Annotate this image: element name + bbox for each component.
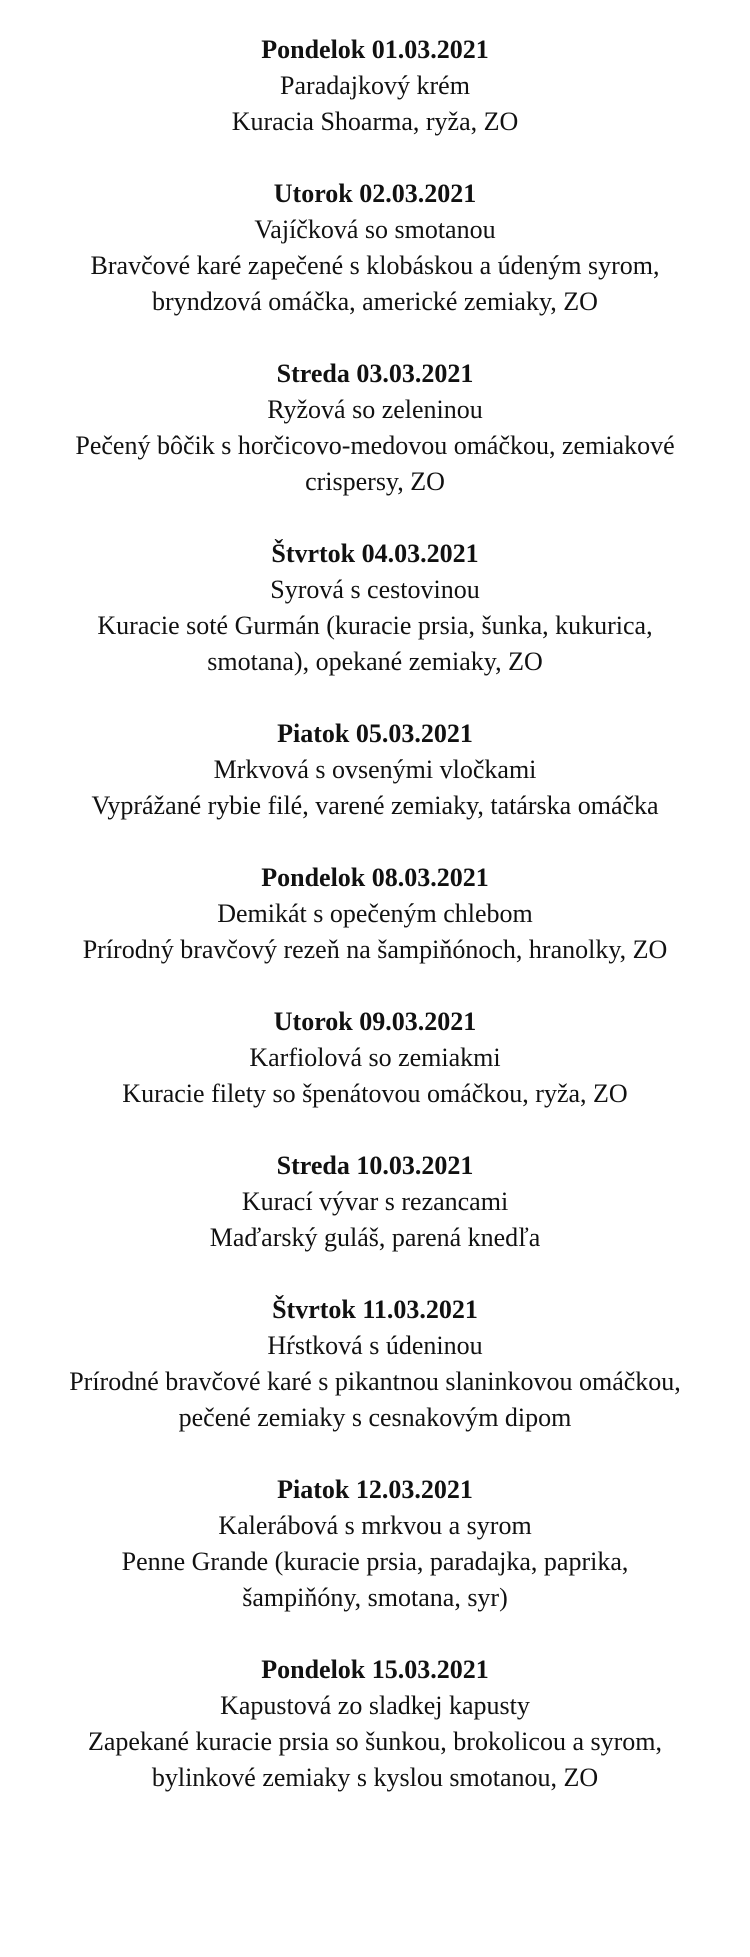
soup-line: Paradajkový krém bbox=[280, 71, 470, 100]
menu-day bbox=[0, 536, 750, 680]
day-heading: Štvrtok 11.03.2021 bbox=[272, 1295, 478, 1324]
main-dish-line: bryndzová omáčka, americké zemiaky, ZO bbox=[152, 287, 598, 316]
menu-day bbox=[0, 1292, 750, 1436]
main-dish-line: Bravčové karé zapečené s klobáskou a údeným syrom, bbox=[90, 251, 660, 280]
main-dish-line: Penne Grande (kuracie prsia, paradajka, paprika, bbox=[121, 1547, 629, 1576]
soup-line: Kurací vývar s rezancami bbox=[241, 1187, 509, 1216]
main-dish-line: Pečený bôčik s horčicovo-medovou omáčkou, zemiakové bbox=[75, 431, 675, 460]
menu-day bbox=[0, 716, 750, 824]
day-heading: Piatok 12.03.2021 bbox=[277, 1475, 473, 1504]
menu-day bbox=[0, 176, 750, 320]
main-dish-line: Maďarský guláš, parená knedľa bbox=[209, 1223, 541, 1252]
main-dish-line: Kuracie filety so špenátovou omáčkou, ryža, ZO bbox=[122, 1079, 628, 1108]
day-heading: Pondelok 01.03.2021 bbox=[261, 35, 489, 64]
day-heading: Štvrtok 04.03.2021 bbox=[271, 539, 479, 568]
day-heading: Streda 03.03.2021 bbox=[276, 359, 474, 388]
menu-day bbox=[0, 860, 750, 968]
main-dish-line: crispersy, ZO bbox=[305, 467, 445, 496]
soup-line: Karfiolová so zemiakmi bbox=[249, 1043, 501, 1072]
day-heading: Pondelok 08.03.2021 bbox=[261, 863, 489, 892]
main-dish-line: Prírodný bravčový rezeň na šampiňónoch, hranolky, ZO bbox=[82, 935, 668, 964]
soup-line: Kapustová zo sladkej kapusty bbox=[220, 1691, 530, 1720]
day-heading: Pondelok 15.03.2021 bbox=[261, 1655, 489, 1684]
soup-line: Demikát s opečeným chlebom bbox=[217, 899, 533, 928]
menu-day bbox=[0, 1148, 750, 1256]
main-dish-line: Zapekané kuracie prsia so šunkou, brokolicou a syrom, bbox=[87, 1727, 662, 1756]
soup-line: Kalerábová s mrkvou a syrom bbox=[218, 1511, 532, 1540]
main-dish-line: Kuracia Shoarma, ryža, ZO bbox=[231, 107, 519, 136]
main-dish-line: šampiňóny, smotana, syr) bbox=[242, 1583, 508, 1612]
main-dish-line: smotana), opekané zemiaky, ZO bbox=[207, 647, 543, 676]
main-dish-line: Kuracie soté Gurmán (kuracie prsia, šunka, kukurica, bbox=[97, 611, 653, 640]
menu-day bbox=[0, 1004, 750, 1112]
soup-line: Ryžová so zeleninou bbox=[267, 395, 483, 424]
menu-day bbox=[0, 356, 750, 500]
main-dish-line: pečené zemiaky s cesnakovým dipom bbox=[178, 1403, 572, 1432]
menu-day bbox=[0, 32, 750, 140]
day-heading: Utorok 02.03.2021 bbox=[273, 179, 477, 208]
menu-day bbox=[0, 1472, 750, 1616]
day-heading: Piatok 05.03.2021 bbox=[277, 719, 473, 748]
main-dish-line: Vyprážané rybie filé, varené zemiaky, tatárska omáčka bbox=[91, 791, 659, 820]
soup-line: Syrová s cestovinou bbox=[270, 575, 480, 604]
soup-line: Hŕstková s údeninou bbox=[267, 1331, 483, 1360]
main-dish-line: bylinkové zemiaky s kyslou smotanou, ZO bbox=[151, 1763, 599, 1792]
main-dish-line: Prírodné bravčové karé s pikantnou slaninkovou omáčkou, bbox=[69, 1367, 681, 1396]
menu-day bbox=[0, 1652, 750, 1796]
soup-line: Mrkvová s ovsenými vločkami bbox=[213, 755, 537, 784]
day-heading: Streda 10.03.2021 bbox=[276, 1151, 474, 1180]
day-heading: Utorok 09.03.2021 bbox=[273, 1007, 477, 1036]
soup-line: Vajíčková so smotanou bbox=[254, 215, 496, 244]
